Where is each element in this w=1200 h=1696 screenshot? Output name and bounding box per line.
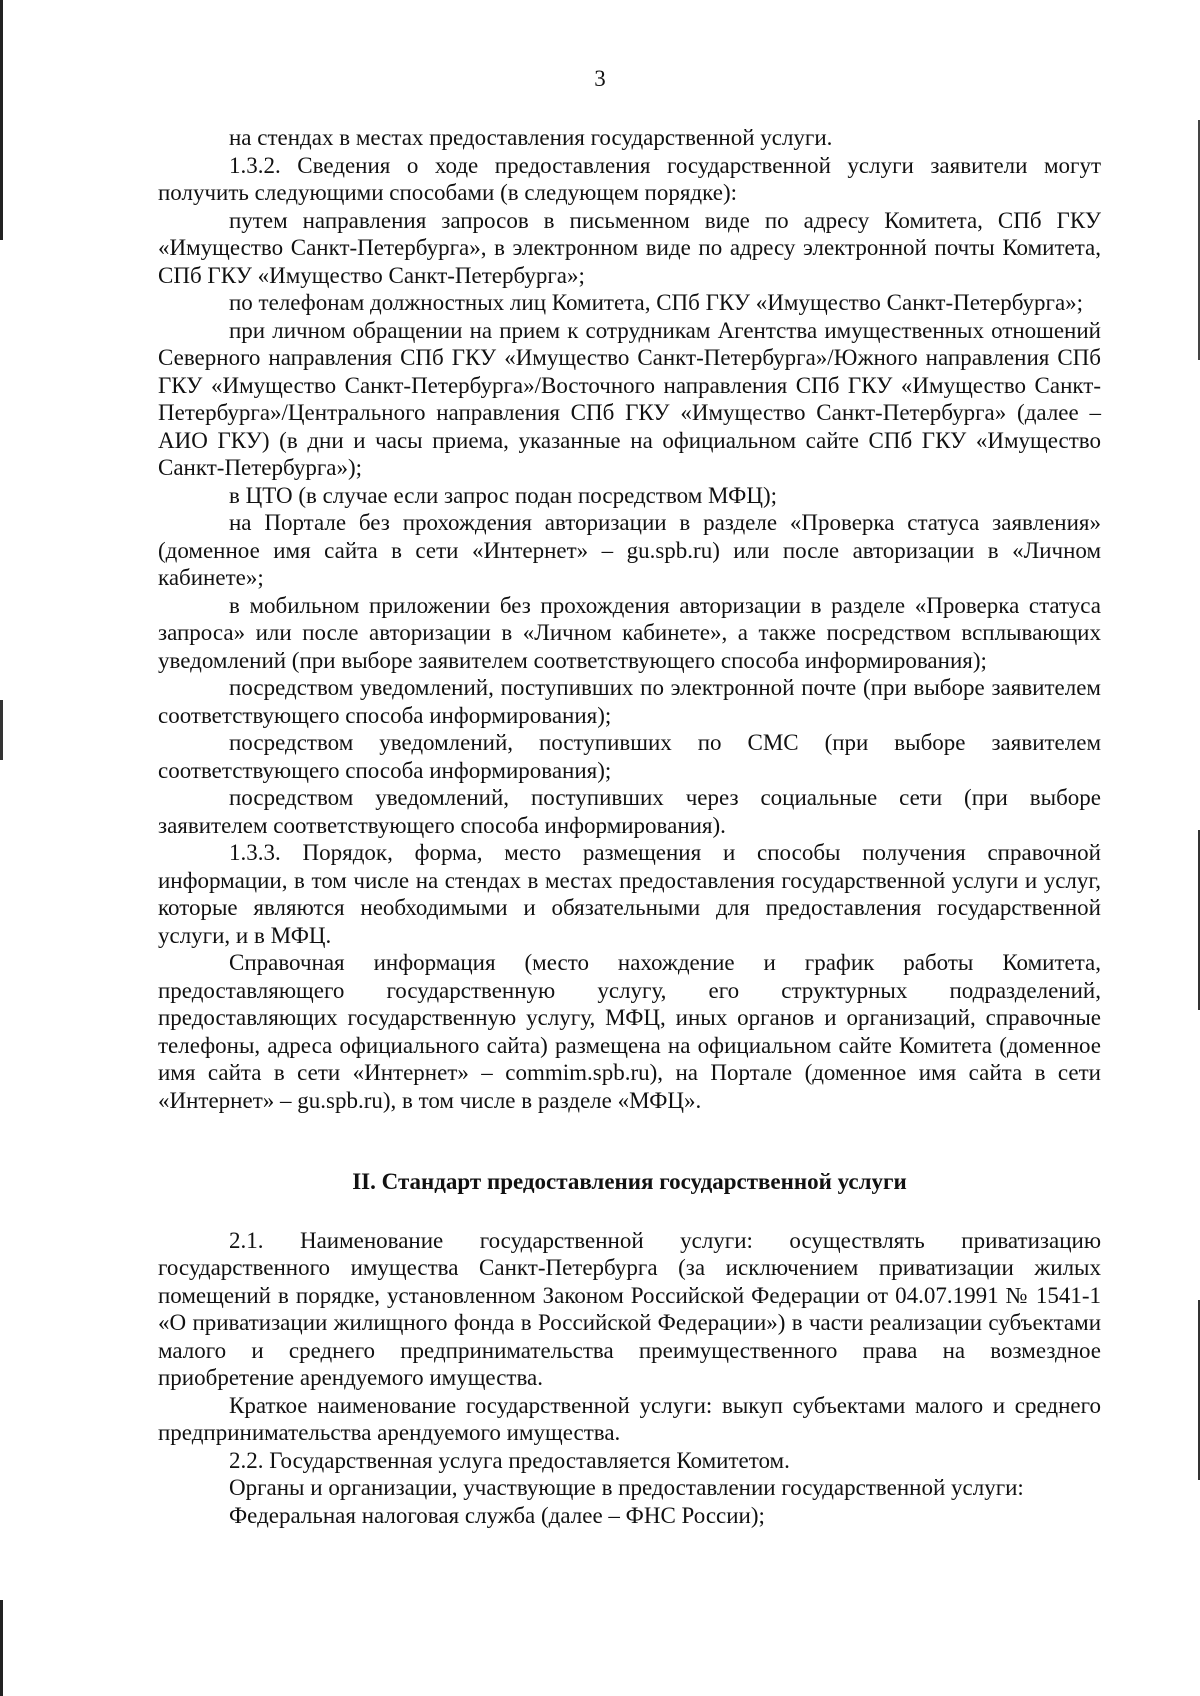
paragraph: 1.3.3. Порядок, форма, место размещения и способы получения справочной информации, в том числе на стендах в местах предоставления государственной услуги и услуг, которые являются необходимыми и обязательными для предоставления государственной услуги, и в МФЦ. bbox=[158, 840, 1101, 948]
paragraph: 2.1. Наименование государственной услуги: осуществлять приватизацию государственного имущества Санкт-Петербурга (за исключением приватизации жилых помещений в порядке, установленном Законом Российской Федерации от 04.07.1991 № 1541-1 «О приватизации жилищного фонда в Российской Федерации») в части реализации субъектами малого и среднего предпринимательства преимущественного права на возмездное приобретение арендуемого имущества. bbox=[158, 1227, 1101, 1390]
paragraph: посредством уведомлений, поступивших через социальные сети (при выборе заявителем соответствующего способа информирования). bbox=[158, 785, 1101, 838]
paragraph: в ЦТО (в случае если запрос подан посредством МФЦ); bbox=[229, 482, 777, 508]
paragraph: посредством уведомлений, поступивших по электронной почте (при выборе заявителем соответствующего способа информирования); bbox=[158, 675, 1101, 728]
paragraph: в мобильном приложении без прохождения авторизации в разделе «Проверка статуса запроса» или после авторизации в «Личном кабинете», а также посредством всплывающих уведомлений (при выборе заявителем соответствующего способа информирования); bbox=[158, 592, 1101, 673]
paragraph: Справочная информация (место нахождение и график работы Комитета, предоставляющего государственную услугу, его структурных подразделений, предоставляющих государственную услугу, МФЦ, иных органов и организаций, справочные телефоны, адреса официального сайта) размещена на официальном сайте Комитета (доменное имя сайта в сети «Интернет» – commim.spb.ru), на Портале (доменное имя сайта в сети «Интернет» – gu.spb.ru), в том числе в разделе «МФЦ». bbox=[158, 950, 1101, 1113]
paragraph: Краткое наименование государственной услуги: выкуп субъектами малого и среднего предпринимательства арендуемого имущества. bbox=[158, 1392, 1101, 1445]
paragraph: путем направления запросов в письменном виде по адресу Комитета, СПб ГКУ «Имущество Санкт-Петербурга», в электронном виде по адресу электронной почты Комитета, СПб ГКУ «Имущество Санкт-Петербурга»; bbox=[158, 207, 1101, 288]
paragraph: посредством уведомлений, поступивших по СМС (при выборе заявителем соответствующего способа информирования); bbox=[158, 730, 1101, 783]
paragraph: на Портале без прохождения авторизации в разделе «Проверка статуса заявления» (доменное имя сайта в сети «Интернет» – gu.spb.ru) или после авторизации в «Личном кабинете»; bbox=[158, 510, 1101, 590]
paragraph: на стендах в местах предоставления государственной услуги. bbox=[229, 125, 833, 150]
paragraph: при личном обращении на прием к сотрудникам Агентства имущественных отношений Северного направления СПб ГКУ «Имущество Санкт-Петербурга»/Южного направления СПб ГКУ «Имущество Санкт-Петербурга»/Восточного направления СПб ГКУ «Имущество Санкт-Петербурга»/Центрального направления СПб ГКУ «Имущество Санкт-Петербурга» (далее – АИО ГКУ) (в дни и часы приема, указанные на официальном сайте СПб ГКУ «Имущество Санкт-Петербурга»); bbox=[158, 317, 1101, 480]
paragraph: 1.3.2. Сведения о ходе предоставления государственной услуги заявители могут получить следующими способами (в следующем порядке): bbox=[158, 152, 1101, 205]
paragraph: 2.2. Государственная услуга предоставляется Комитетом. bbox=[229, 1447, 790, 1473]
paragraph: Органы и организации, участвующие в предоставлении государственной услуги: bbox=[229, 1475, 1024, 1500]
section-title: II. Стандарт предоставления государственной услуги bbox=[352, 1169, 907, 1194]
paragraph: Федеральная налоговая служба (далее – ФНС России); bbox=[229, 1502, 765, 1528]
page-number: 3 bbox=[594, 66, 606, 91]
scan-edge-left bbox=[0, 0, 3, 1696]
paragraph: по телефонам должностных лиц Комитета, СПб ГКУ «Имущество Санкт-Петербурга»; bbox=[229, 290, 1084, 315]
document-body bbox=[158, 124, 1101, 1529]
